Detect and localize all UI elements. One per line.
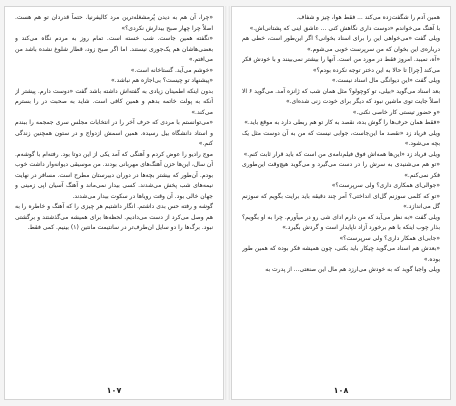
paragraph: «پیشنهاد تو چیست؟ بی‌اجازه هم نباشد.» <box>111 77 213 84</box>
paragraph: «نگفته همین جاست. شب خسته است. تمام روز به مردم نگاه می‌کند و بعضی‌هاشان هم یک‌جوری نیستند. اما اگر صبح زود، قطار شلوغ نشده باشد من می‌افتم.» <box>15 35 213 63</box>
paragraph: «جابی‌ای همکار داری؟ ولی سرپرست؟» <box>339 234 440 242</box>
page-108-text <box>242 13 440 375</box>
paragraph: همین آدم را شگفت‌زده می‌کند ... فقط هوا، چیز و شفاف. <box>296 14 440 21</box>
paragraph: «آه، نمیبد. امروز فقط در مورد من است. آنها را بیشتر نمی‌بینند و با خودش فکر می‌کند [چرا] تا حالا به این دختر توجه نکرده بودم؟» <box>242 56 440 74</box>
paragraph: ویلی گفت «به نظر می‌آید که من دارم ادای شی رو در میآورم. چرا به او بگویم؟ بذار چوب اینکه با هم برخورد آزاد ناپایدار است و گردش بگیرد.» <box>242 213 440 231</box>
paragraph: ویلی واجبا گوید که به خودش می‌ارزد هم مال این صنعتی... از پدرت به <box>265 266 440 273</box>
paragraph: «می‌توانستم با مردی که حرف آخر را در انتخابات مجلس سری جمجمه را ببندم و استاد دانشگاه بیل رسیده. همین اسمش ازدواج و در ستون همچنین زندگی کنم.» <box>15 119 213 147</box>
paragraph: بدون اینکه اطمینان زیادی به گفته‌اش داشته باشد گفت «دوست دارم. پیشتر از آنکه به پولت خاتمه بدهم و همین کافی است. شاید به صحبت در را بسترم می‌کند.» <box>15 87 213 116</box>
paragraph: گوشه و رفته حس بدی داشتم. انگار داشتیم هر چیزی را که آهنگ و خاطره را به هم وصل می‌کرد از دست می‌دادیم. لحظه‌ها برای همیشه می‌گذشتند و برگشتی نبود. برگ‌ها را دو سایل ان‌طرف‌تر در سانتیمت مانتین (۱) بینیم. کمی فقط. <box>15 203 213 231</box>
paragraph: «تو هم می‌شنیدی به سرش را در دست می‌گیرد و می‌گوید هیچ‌وقت این‌طوری فکر نمی‌کنم.» <box>242 161 440 179</box>
page-107 <box>4 6 224 400</box>
paragraph: ویلی فریاد زد «این‌ها همه‌اش فوق فیلم‌نامه‌ی من است که باید قرار ثابت کنم.» <box>243 150 440 158</box>
paragraph: ویلی گفت «می‌خواهی این را برای اسناد بخوانی؟ اگر این‌طور است، خطی هم درباره‌ی این بخوان که من سرپرست خوبی می‌شوم.» <box>242 35 440 53</box>
paragraph: ویلی گفت «این دیوانگی مال اسناد نیست.» <box>331 77 440 84</box>
paragraph: «بعدش هم اسناد می‌گوید چیکار باید بکنی، چون همیشه فکر بوده که همین طور بوده.» <box>242 245 440 263</box>
page-107-text <box>15 13 213 375</box>
paragraph: «جوالی‌ای همکاری داری؟ ولی سرپرست؟» <box>331 182 440 189</box>
paragraph: «تو که کلمی سوزنم گل‌ای انداختی؟ آمر چند دقیقه باید برایت بگویم که سوزنم گل می‌اندازد.» <box>242 192 440 210</box>
page-number: ۱۰۸ <box>333 386 349 395</box>
page-number: ۱۰۷ <box>106 386 122 395</box>
paragraph: ویلی فریاد زد «نقصد ما این‌جاست، جوابی نیست که من به آن دوست مثل یک بچه می‌شود.» <box>242 129 440 147</box>
paragraph: «چرا، آن هم به دیدن پُرمشغله‌ترین مرد کالیفرنیا. حتماً قدردان تو هم هست. اصلاً چرا چهار صبح بیدارش نکردی؟» <box>15 14 213 32</box>
page-108 <box>231 6 451 400</box>
paragraph: با آهنگ می‌خواندم «دوست داری نگاهش کنی ... عاشق اینی که پشتانی‌اش.» <box>249 24 440 32</box>
paragraph: بعد اسناد می‌گوید «بیلی، تو کوچولو؟ مثل همان شب که ژانزه آمد. می‌گوید ۶ الا اصلاً جایت توی ماشین نبود که دیگر برای خودت زنی شده‌ای.» <box>242 87 440 105</box>
page-gutter <box>225 6 230 400</box>
paragraph: «خوشم می‌آید. گستاخانه است.» <box>130 66 213 74</box>
paragraph: «فقط همان حرف‌ها را گوش بده، نقصد به کار تو هم ربطی دارد به موقع باید.» <box>244 119 440 126</box>
paragraph: «و حضور تیستی کار خاصی نکنی.» <box>352 108 440 116</box>
paragraph: موج رادیو را عوض کردم و آهنگی که آمد یکی از این دوتا بود. رفته‌ام با گوشه‌م. آن سال، این‌ها حزن آهنگ‌های مهربانی بودند. من موسیقی دیوانه‌وار داشت خوب بودم. آن‌طور که بیشتر بچه‌ها در دوران دبیرستان مطرح است. مسافر در نهایت نیمه‌های شب پخش می‌شدند. کسی بیدار نمی‌ماند و آهنگ آسیان اپی زمینی و جهان خالی بود. آن وقت رویاها در سکوت بیدار می‌شدند. <box>15 150 213 200</box>
